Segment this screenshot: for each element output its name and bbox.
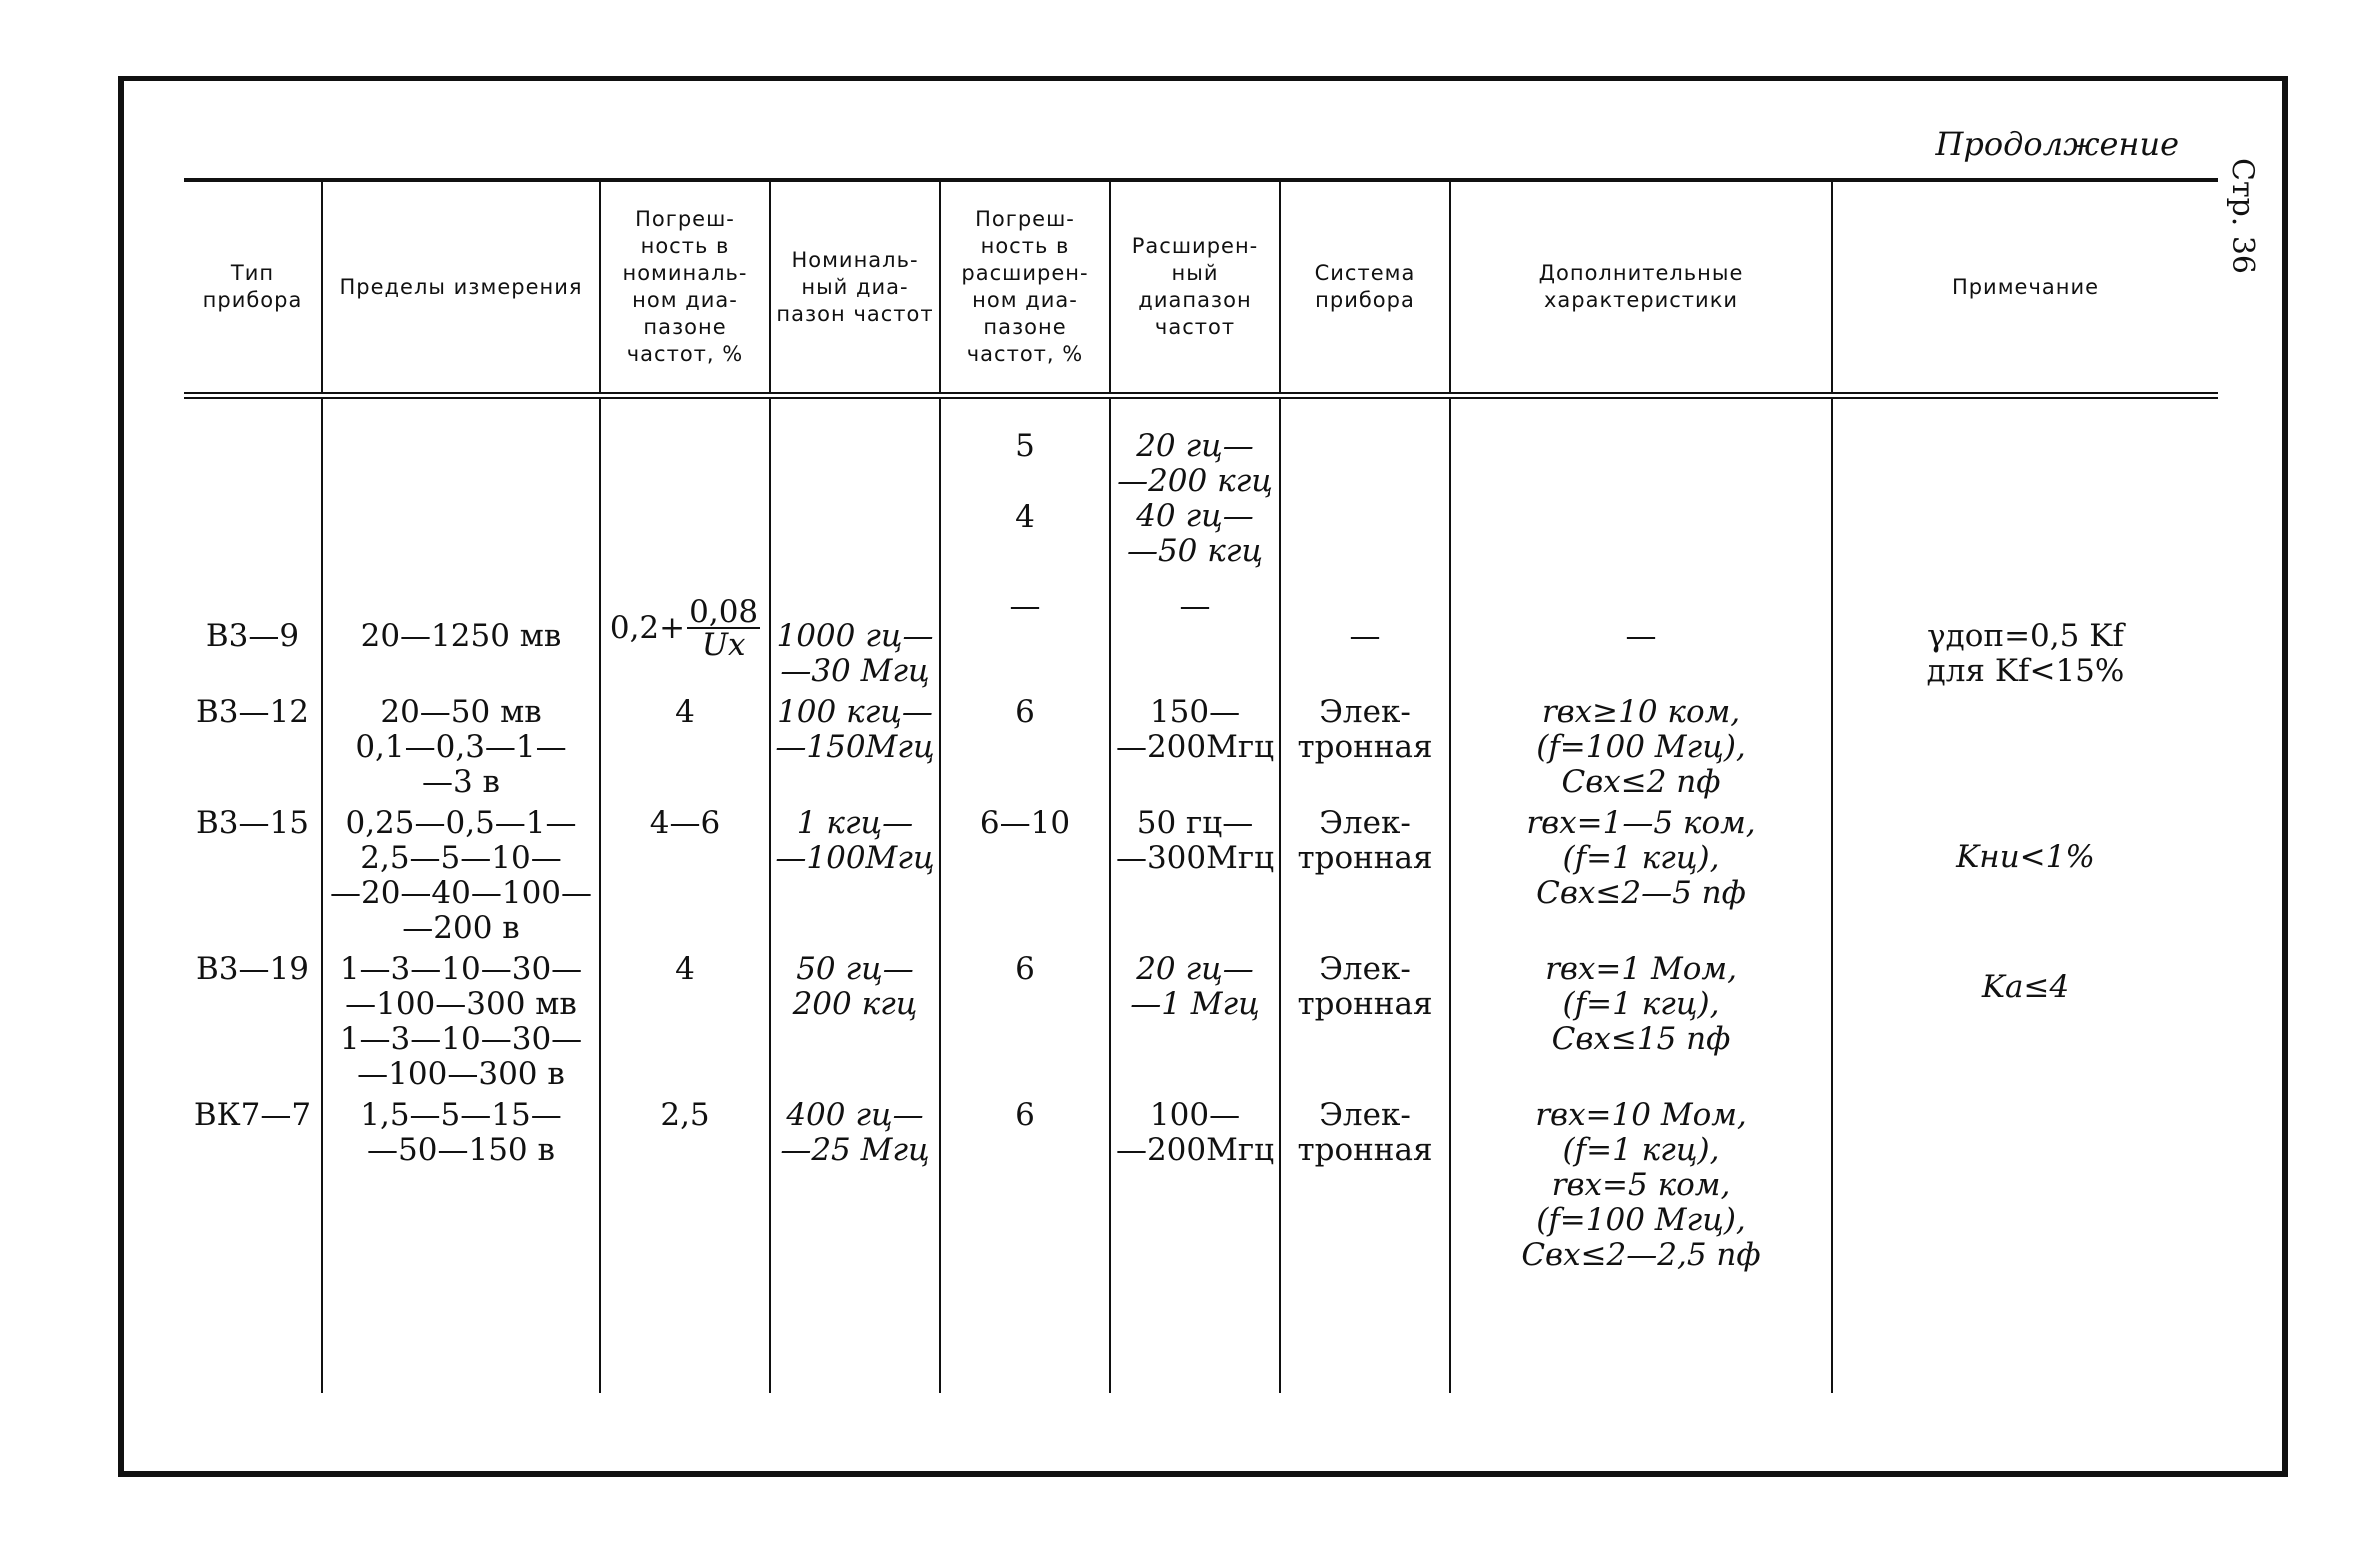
ext-error-2: 4 <box>1015 499 1035 535</box>
header-cell: Примечание <box>1832 180 2218 396</box>
nom-range-cell: 1000 гц— —30 Мгц <box>776 618 934 689</box>
header-cell: Погреш-ность в номиналь-ном диа-пазоне частот, % <box>600 180 770 396</box>
header-cell: Система прибора <box>1280 180 1450 396</box>
page-number: Стр. 36 <box>2225 158 2260 275</box>
ext-error-1: 5 <box>1015 428 1035 464</box>
continuation-label: Продолжение <box>1935 125 2179 163</box>
extra-cell: — <box>1625 618 1657 654</box>
error-formula: 0,2+ $\frac{0,08}{Ux}$ <box>609 594 759 663</box>
ext-range-cell: — <box>1179 588 1211 624</box>
header-cell: Расширен-ный диапазон частот <box>1110 180 1280 396</box>
ext-range-2: 40 гц— —50 кгц <box>1126 498 1264 569</box>
ext-range-1: 20 гц— —200 кгц <box>1117 428 1273 499</box>
ext-error-cell: — <box>1009 588 1041 624</box>
limits-cell: 20—1250 мв <box>360 618 562 654</box>
header-cell: Пределы измерения <box>322 180 600 396</box>
system-cell: — <box>1349 618 1381 654</box>
header-cell: Тип прибора <box>184 180 322 396</box>
note-cell: γдоп=0,5 Kf для Kf<15% <box>1926 618 2125 689</box>
table-row-v3-9 <box>184 396 2218 690</box>
table-row: В3—19 1—3—10—30— —100—300 мв 1—3—10—30— —100—300 в 4 50 гц— 200 кгц 6 20 гц— —1 Мгц Элек- тронная rвх=1 Мом, (f=1 кгц), Свх≤15 пф Kа≤4 <box>184 946 2218 1092</box>
header-cell: Дополнительные характеристики <box>1450 180 1832 396</box>
header-cell: Номиналь-ный диа-пазон частот <box>770 180 940 396</box>
table-row: В3—12 20—50 мв 0,1—0,3—1— —3 в 4 100 кгц— —150Мгц 6 150— —200Мгц Элек- тронная rвх≥10 ком, (f=100 Мгц), Свх≤2 пф <box>184 689 2218 800</box>
header-row <box>184 180 2218 396</box>
header-cell: Погреш-ность в расширен-ном диа-пазоне частот, % <box>940 180 1110 396</box>
table-row: ВК7—7 1,5—5—15— —50—150 в 2,5 400 гц— —25 Мгц 6 100— —200Мгц Элек- тронная rвх=10 Мом, (f=1 кгц), rвх=5 ком, (f=100 Мгц), Свх≤2—2,5 пф <box>184 1092 2218 1393</box>
instrument-table <box>184 178 2218 1393</box>
type-cell: В3—9 <box>205 618 300 654</box>
table-row: В3—15 0,25—0,5—1— 2,5—5—10— —20—40—100— —200 в 4—6 1 кгц— —100Мгц 6—10 50 гц— —300Мгц Элек- тронная rвх=1—5 ком, (f=1 кгц), Свх≤2—5 пф Kни<1% <box>184 800 2218 946</box>
